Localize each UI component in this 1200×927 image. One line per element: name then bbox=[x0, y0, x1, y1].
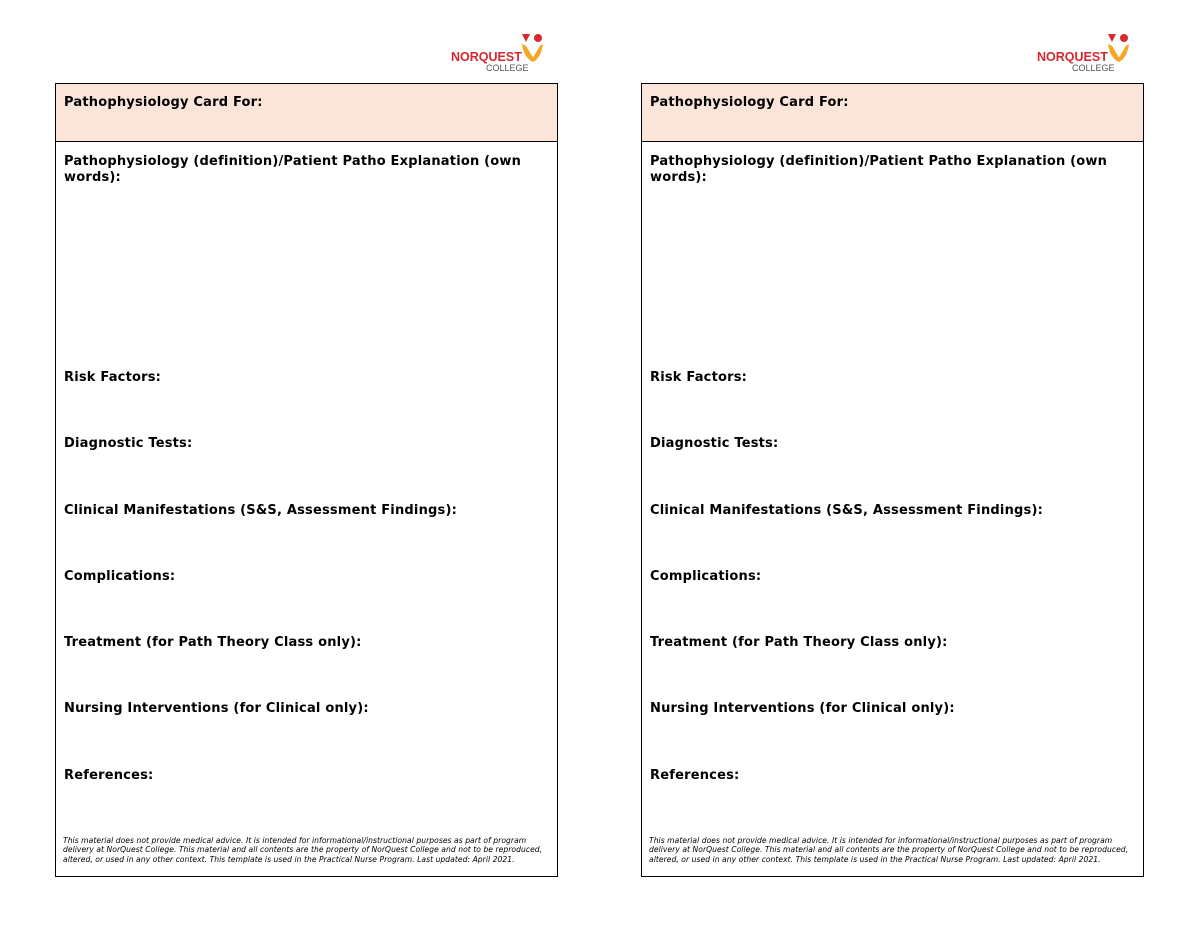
complications-label: Complications: bbox=[650, 569, 762, 584]
card-title: Pathophysiology Card For: bbox=[642, 84, 1143, 142]
clinical-manifestations-label: Clinical Manifestations (S&S, Assessment Findings): bbox=[650, 503, 1044, 518]
nursing-interventions-label: Nursing Interventions (for Clinical only): bbox=[650, 701, 955, 716]
diagnostic-tests-label: Diagnostic Tests: bbox=[650, 436, 779, 451]
patho-card-left bbox=[55, 0, 558, 927]
disclaimer-text: This material does not provide medical advice. It is intended for informational/instructional purposes as part of program delivery at NorQuest College. This material and all contents are the property of NorQuest College and not to be reproduced, altered, or used in any other context. This template is used in the Practical Nurse Program. Last updated: April 2021. bbox=[63, 836, 543, 864]
nursing-interventions-label: Nursing Interventions (for Clinical only): bbox=[64, 701, 369, 716]
card-title: Pathophysiology Card For: bbox=[56, 84, 557, 142]
risk-factors-label: Risk Factors: bbox=[650, 370, 748, 385]
svg-text:NORQUEST: NORQUEST bbox=[451, 50, 522, 64]
patho-card-right bbox=[641, 0, 1144, 927]
svg-text:COLLEGE: COLLEGE bbox=[1072, 63, 1115, 73]
card-box bbox=[641, 83, 1144, 877]
card-box bbox=[55, 83, 558, 877]
patho-definition-label: Pathophysiology (definition)/Patient Patho Explanation (own words): bbox=[64, 154, 522, 185]
svg-text:NORQUEST: NORQUEST bbox=[1037, 50, 1108, 64]
references-label: References: bbox=[64, 768, 154, 783]
diagnostic-tests-label: Diagnostic Tests: bbox=[64, 436, 193, 451]
treatment-label: Treatment (for Path Theory Class only): bbox=[650, 635, 948, 650]
norquest-logo bbox=[1037, 22, 1144, 82]
norquest-logo bbox=[451, 22, 558, 82]
treatment-label: Treatment (for Path Theory Class only): bbox=[64, 635, 362, 650]
references-label: References: bbox=[650, 768, 740, 783]
disclaimer-text: This material does not provide medical advice. It is intended for informational/instructional purposes as part of program delivery at NorQuest College. This material and all contents are the property of NorQuest College and not to be reproduced, altered, or used in any other context. This template is used in the Practical Nurse Program. Last updated: April 2021. bbox=[649, 836, 1129, 864]
complications-label: Complications: bbox=[64, 569, 176, 584]
patho-definition-label: Pathophysiology (definition)/Patient Patho Explanation (own words): bbox=[650, 154, 1108, 185]
risk-factors-label: Risk Factors: bbox=[64, 370, 162, 385]
svg-text:COLLEGE: COLLEGE bbox=[486, 63, 529, 73]
clinical-manifestations-label: Clinical Manifestations (S&S, Assessment Findings): bbox=[64, 503, 458, 518]
